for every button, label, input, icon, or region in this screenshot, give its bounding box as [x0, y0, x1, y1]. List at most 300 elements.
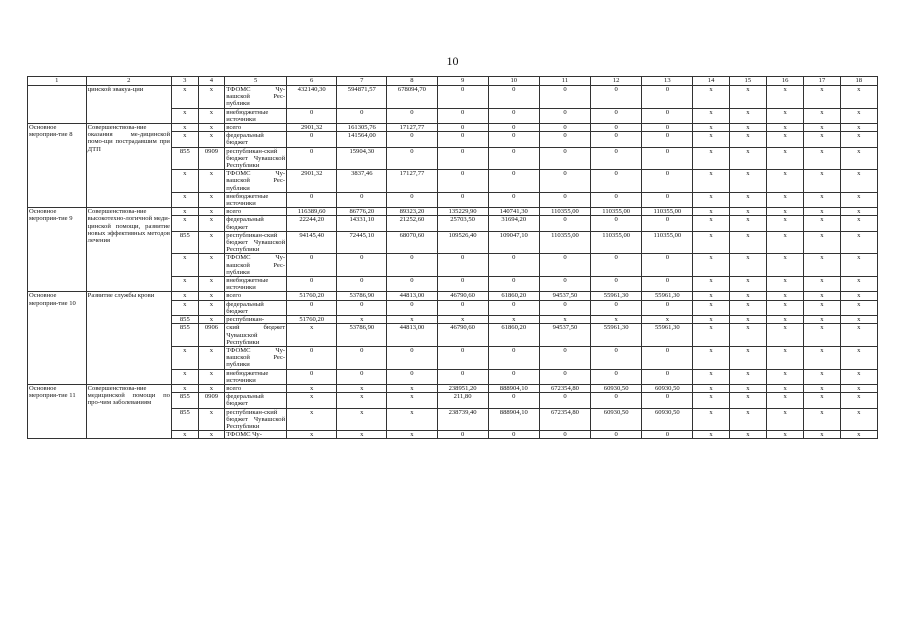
section-code-cell: х — [198, 431, 225, 439]
value-cell: х — [387, 431, 437, 439]
value-cell: х — [840, 108, 877, 123]
value-cell: х — [387, 316, 437, 324]
value-cell: 44813,00 — [387, 292, 437, 300]
value-cell: 0 — [387, 346, 437, 369]
value-cell: 0 — [591, 108, 642, 123]
funding-source-cell: ТФОМС Чу-вашской Рес-публики — [226, 170, 286, 192]
value-cell: х — [642, 316, 693, 324]
value-cell: 0 — [488, 369, 539, 384]
value-cell: 0 — [642, 132, 693, 147]
value-cell: х — [693, 300, 729, 315]
value-cell: 55961,30 — [591, 324, 642, 347]
value-cell: х — [387, 384, 437, 392]
value-cell: х — [693, 393, 729, 408]
section-code-cell: 0906 — [198, 324, 225, 347]
value-cell: х — [767, 216, 804, 231]
value-cell: 89323,20 — [387, 208, 437, 216]
value-cell: х — [804, 346, 840, 369]
value-cell: 25703,50 — [437, 216, 488, 231]
value-cell: 44813,00 — [387, 324, 437, 347]
value-cell: 0 — [539, 108, 590, 123]
value-cell: 94537,50 — [539, 324, 590, 347]
value-cell: 140741,30 — [488, 208, 539, 216]
funding-source-cell: республикан-ский бюджет Чувашской Республики — [226, 231, 286, 254]
value-cell: 888904,10 — [488, 408, 539, 431]
value-cell: 0 — [488, 277, 539, 292]
value-cell: х — [804, 208, 840, 216]
value-cell: 0 — [437, 86, 488, 109]
section-code-cell: х — [198, 231, 225, 254]
funding-source-cell: ТФОМС Чу-вашской Рес-публики — [226, 254, 286, 276]
value-cell: х — [693, 170, 729, 193]
value-cell: х — [337, 408, 387, 431]
section-code-cell: х — [198, 132, 225, 147]
value-cell: 0 — [591, 254, 642, 277]
value-cell: х — [591, 316, 642, 324]
value-cell: 22244,20 — [287, 216, 337, 231]
value-cell: 211,80 — [437, 393, 488, 408]
value-cell: х — [840, 408, 877, 431]
value-cell: 0 — [387, 147, 437, 170]
value-cell: 110355,00 — [591, 208, 642, 216]
value-cell: 0 — [488, 431, 539, 439]
value-cell: 0 — [642, 254, 693, 277]
value-cell: 0 — [488, 192, 539, 207]
value-cell: 3837,46 — [337, 170, 387, 193]
value-cell: х — [488, 316, 539, 324]
value-cell: х — [337, 431, 387, 439]
section-code-cell: х — [198, 108, 225, 123]
value-cell: 0 — [642, 147, 693, 170]
value-cell: 0 — [387, 300, 437, 315]
value-cell: х — [804, 231, 840, 254]
value-cell: х — [767, 316, 804, 324]
value-cell: х — [804, 384, 840, 392]
value-cell: 0 — [337, 108, 387, 123]
value-cell: 888904,10 — [488, 384, 539, 392]
funding-source-cell: всего — [225, 208, 287, 216]
column-number: 11 — [539, 77, 590, 86]
value-cell: х — [767, 384, 804, 392]
value-cell: х — [729, 132, 766, 147]
value-cell: 0 — [387, 254, 437, 277]
value-cell: х — [840, 277, 877, 292]
section-code-cell: х — [198, 254, 225, 277]
value-cell: х — [729, 316, 766, 324]
section-code-cell: х — [198, 277, 225, 292]
value-cell: 0 — [437, 132, 488, 147]
value-cell: х — [804, 108, 840, 123]
value-cell: х — [804, 86, 840, 109]
value-cell: х — [729, 324, 766, 347]
value-cell: 0 — [642, 170, 693, 193]
value-cell: 0 — [488, 254, 539, 277]
value-cell: 60930,50 — [591, 408, 642, 431]
value-cell: 0 — [642, 300, 693, 315]
value-cell: х — [804, 393, 840, 408]
value-cell: 0 — [591, 300, 642, 315]
grbs-code-cell: х — [171, 254, 198, 277]
column-number: 6 — [287, 77, 337, 86]
value-cell: 0 — [591, 132, 642, 147]
column-number: 18 — [840, 77, 877, 86]
value-cell: х — [767, 300, 804, 315]
value-cell: 0 — [287, 369, 337, 384]
value-cell: х — [840, 431, 877, 439]
value-cell: х — [804, 147, 840, 170]
value-cell: 0 — [437, 300, 488, 315]
value-cell: х — [693, 216, 729, 231]
value-cell: х — [767, 192, 804, 207]
funding-source-cell: внебюджетные источники — [225, 192, 287, 207]
value-cell: 0 — [591, 170, 642, 193]
value-cell: х — [729, 384, 766, 392]
value-cell: 0 — [287, 132, 337, 147]
value-cell: 0 — [337, 254, 387, 277]
funding-source-cell: республикан-ский бюджет Чувашской Республики — [226, 147, 286, 170]
column-number: 4 — [198, 77, 225, 86]
value-cell: х — [729, 369, 766, 384]
value-cell: 2901,32 — [287, 170, 337, 193]
value-cell: 0 — [387, 132, 437, 147]
value-cell: 53786,90 — [337, 292, 387, 300]
value-cell: х — [840, 132, 877, 147]
value-cell: х — [804, 170, 840, 193]
value-cell: 72445,10 — [337, 231, 387, 254]
value-cell: 0 — [642, 393, 693, 408]
value-cell: х — [337, 393, 387, 408]
event-cell — [28, 86, 87, 124]
value-cell: 0 — [642, 124, 693, 132]
table-row — [28, 124, 878, 132]
event-cell: Основное мероприя-тие 9 — [28, 208, 87, 292]
grbs-code-cell: х — [171, 208, 198, 216]
value-cell: х — [693, 346, 729, 369]
funding-source-cell: федеральный бюджет — [225, 132, 287, 147]
value-cell: 0 — [642, 192, 693, 207]
funding-source-cell: всего — [225, 124, 287, 132]
value-cell: х — [693, 324, 729, 347]
value-cell: 141564,00 — [337, 132, 387, 147]
funding-source-cell: ский бюджет Чувашской Республики — [226, 324, 286, 346]
value-cell: х — [729, 254, 766, 277]
value-cell: х — [840, 231, 877, 254]
value-cell: х — [840, 170, 877, 193]
value-cell: х — [729, 408, 766, 431]
column-number: 3 — [171, 77, 198, 86]
value-cell: 678094,70 — [387, 86, 437, 109]
value-cell: 0 — [642, 108, 693, 123]
value-cell: х — [729, 393, 766, 408]
value-cell: 60930,50 — [642, 408, 693, 431]
value-cell: х — [840, 86, 877, 109]
value-cell: х — [767, 408, 804, 431]
column-number: 17 — [804, 77, 840, 86]
value-cell: 0 — [437, 254, 488, 277]
value-cell: 0 — [591, 124, 642, 132]
value-cell: х — [337, 316, 387, 324]
grbs-code-cell: х — [171, 384, 198, 392]
value-cell: 432140,30 — [287, 86, 337, 109]
value-cell: х — [693, 369, 729, 384]
grbs-code-cell: х — [171, 170, 198, 193]
value-cell: 61860,20 — [488, 324, 539, 347]
value-cell: 0 — [642, 346, 693, 369]
value-cell: х — [767, 369, 804, 384]
funding-source-cell: всего — [225, 292, 287, 300]
funding-source-cell: республикан- — [225, 316, 287, 324]
value-cell: 0 — [437, 369, 488, 384]
table-row — [28, 292, 878, 300]
grbs-code-cell: х — [171, 86, 198, 109]
value-cell: 0 — [488, 393, 539, 408]
value-cell: 109526,40 — [437, 231, 488, 254]
section-code-cell: х — [198, 86, 225, 109]
value-cell: х — [729, 147, 766, 170]
value-cell: 0 — [387, 108, 437, 123]
section-code-cell: х — [198, 408, 225, 431]
page-number: 10 — [446, 54, 459, 68]
value-cell: 135229,90 — [437, 208, 488, 216]
value-cell: 0 — [539, 216, 590, 231]
section-code-cell: х — [198, 316, 225, 324]
value-cell: 110355,00 — [539, 208, 590, 216]
value-cell: х — [729, 277, 766, 292]
grbs-code-cell: х — [171, 108, 198, 123]
value-cell: х — [767, 393, 804, 408]
value-cell: х — [804, 408, 840, 431]
value-cell: х — [693, 86, 729, 109]
value-cell: х — [840, 393, 877, 408]
value-cell: 0 — [387, 277, 437, 292]
budget-table — [27, 76, 878, 439]
column-number-header — [28, 77, 878, 86]
value-cell: 0 — [539, 300, 590, 315]
value-cell: х — [840, 147, 877, 170]
value-cell: 0 — [437, 170, 488, 193]
column-number: 15 — [729, 77, 766, 86]
funding-source-cell: федеральный бюджет — [225, 216, 287, 231]
value-cell: 60930,50 — [591, 384, 642, 392]
value-cell: х — [767, 277, 804, 292]
value-cell: 594871,57 — [337, 86, 387, 109]
value-cell: х — [767, 86, 804, 109]
value-cell: х — [840, 300, 877, 315]
column-number: 16 — [767, 77, 804, 86]
grbs-code-cell: х — [171, 192, 198, 207]
value-cell: 0 — [488, 86, 539, 109]
value-cell: х — [804, 124, 840, 132]
value-cell: х — [693, 292, 729, 300]
grbs-code-cell: х — [171, 292, 198, 300]
value-cell: х — [804, 292, 840, 300]
value-cell: х — [804, 254, 840, 277]
value-cell: 0 — [591, 277, 642, 292]
value-cell: 110355,00 — [591, 231, 642, 254]
value-cell: х — [767, 124, 804, 132]
value-cell: х — [767, 346, 804, 369]
value-cell: х — [693, 408, 729, 431]
value-cell: х — [840, 316, 877, 324]
value-cell: х — [840, 192, 877, 207]
value-cell: 0 — [337, 277, 387, 292]
value-cell: х — [693, 147, 729, 170]
value-cell: 0 — [642, 277, 693, 292]
value-cell: 60930,50 — [642, 384, 693, 392]
value-cell: 0 — [642, 216, 693, 231]
event-name-cell: цинской эвакуа-ции — [86, 86, 171, 124]
section-code-cell: х — [198, 369, 225, 384]
value-cell: 0 — [539, 431, 590, 439]
value-cell: 0 — [591, 393, 642, 408]
grbs-code-cell: 855 — [171, 408, 198, 431]
column-number: 14 — [693, 77, 729, 86]
value-cell: х — [767, 147, 804, 170]
value-cell: 0 — [488, 147, 539, 170]
value-cell: х — [729, 208, 766, 216]
value-cell: 0 — [539, 369, 590, 384]
value-cell: х — [804, 369, 840, 384]
value-cell: 0 — [591, 192, 642, 207]
value-cell: 109047,10 — [488, 231, 539, 254]
value-cell: х — [804, 431, 840, 439]
value-cell: 0 — [437, 431, 488, 439]
value-cell: х — [729, 124, 766, 132]
value-cell: х — [693, 192, 729, 207]
value-cell: 0 — [488, 346, 539, 369]
value-cell: 31694,20 — [488, 216, 539, 231]
value-cell: х — [693, 132, 729, 147]
value-cell: 68070,60 — [387, 231, 437, 254]
value-cell: 0 — [337, 369, 387, 384]
value-cell: 0 — [437, 346, 488, 369]
value-cell: 0 — [437, 147, 488, 170]
value-cell: 0 — [287, 192, 337, 207]
grbs-code-cell: 855 — [171, 316, 198, 324]
value-cell: 0 — [539, 124, 590, 132]
value-cell: х — [804, 192, 840, 207]
value-cell: х — [729, 86, 766, 109]
value-cell: 0 — [591, 431, 642, 439]
value-cell: 672354,80 — [539, 408, 590, 431]
value-cell: х — [729, 431, 766, 439]
value-cell: 110355,00 — [642, 208, 693, 216]
column-number: 8 — [387, 77, 437, 86]
value-cell: х — [287, 431, 337, 439]
value-cell: 55961,30 — [591, 292, 642, 300]
value-cell: х — [840, 384, 877, 392]
value-cell: х — [767, 292, 804, 300]
value-cell: 0 — [539, 147, 590, 170]
value-cell: 672354,80 — [539, 384, 590, 392]
value-cell: х — [539, 316, 590, 324]
value-cell: 0 — [488, 300, 539, 315]
value-cell: х — [729, 108, 766, 123]
value-cell: х — [840, 216, 877, 231]
value-cell: х — [437, 316, 488, 324]
value-cell: х — [840, 124, 877, 132]
funding-source-cell: ТФОМС Чу-вашской Рес-публики — [226, 346, 286, 369]
value-cell: 238739,40 — [437, 408, 488, 431]
value-cell: 0 — [591, 147, 642, 170]
value-cell: 17127,77 — [387, 124, 437, 132]
value-cell: 0 — [337, 346, 387, 369]
value-cell: х — [287, 408, 337, 431]
section-code-cell: 0909 — [198, 393, 225, 408]
value-cell: 0 — [539, 277, 590, 292]
value-cell: 0 — [287, 147, 337, 170]
value-cell: 0 — [488, 108, 539, 123]
value-cell: 14331,10 — [337, 216, 387, 231]
value-cell: х — [804, 216, 840, 231]
funding-source-cell: внебюджетные источники — [225, 108, 287, 123]
grbs-code-cell: 855 — [171, 324, 198, 347]
value-cell: х — [693, 254, 729, 277]
funding-source-cell: ТФОМС Чу- — [225, 431, 287, 439]
value-cell: 0 — [488, 132, 539, 147]
column-number: 5 — [225, 77, 287, 86]
value-cell: 238951,20 — [437, 384, 488, 392]
value-cell: х — [840, 369, 877, 384]
value-cell: х — [287, 324, 337, 347]
value-cell: 0 — [488, 170, 539, 193]
value-cell: х — [804, 316, 840, 324]
section-code-cell: 0909 — [198, 147, 225, 170]
value-cell: х — [387, 408, 437, 431]
value-cell: 161305,76 — [337, 124, 387, 132]
table-row — [28, 384, 878, 392]
value-cell: 0 — [539, 170, 590, 193]
value-cell: 61860,20 — [488, 292, 539, 300]
value-cell: х — [840, 254, 877, 277]
column-number: 10 — [488, 77, 539, 86]
value-cell: х — [693, 431, 729, 439]
table-row — [28, 208, 878, 216]
funding-source-cell: внебюджетные источники — [225, 277, 287, 292]
section-code-cell: х — [198, 346, 225, 369]
value-cell: х — [840, 292, 877, 300]
value-cell: х — [840, 324, 877, 347]
value-cell: 53786,90 — [337, 324, 387, 347]
grbs-code-cell: 855 — [171, 231, 198, 254]
value-cell: 86776,20 — [337, 208, 387, 216]
value-cell: 94537,50 — [539, 292, 590, 300]
grbs-code-cell: х — [171, 300, 198, 315]
value-cell: х — [729, 346, 766, 369]
grbs-code-cell: 855 — [171, 393, 198, 408]
value-cell: х — [387, 393, 437, 408]
event-name-cell: Развитие службы крови — [86, 292, 171, 384]
value-cell: х — [693, 277, 729, 292]
event-cell: Основное мероприя-тие 11 — [28, 384, 87, 438]
value-cell: х — [693, 384, 729, 392]
event-name-cell: Совершенствова-ние медицинской помощи по про-чим заболеваниям — [86, 384, 171, 438]
value-cell: х — [767, 132, 804, 147]
grbs-code-cell: х — [171, 216, 198, 231]
value-cell: х — [693, 231, 729, 254]
value-cell: х — [767, 431, 804, 439]
event-cell: Основное мероприя-тие 8 — [28, 124, 87, 208]
section-code-cell: х — [198, 216, 225, 231]
value-cell: 46790,60 — [437, 324, 488, 347]
value-cell: 17127,77 — [387, 170, 437, 193]
value-cell: 0 — [642, 86, 693, 109]
value-cell: х — [767, 108, 804, 123]
value-cell: 94145,40 — [287, 231, 337, 254]
value-cell: 15904,30 — [337, 147, 387, 170]
column-number: 13 — [642, 77, 693, 86]
value-cell: 0 — [287, 300, 337, 315]
